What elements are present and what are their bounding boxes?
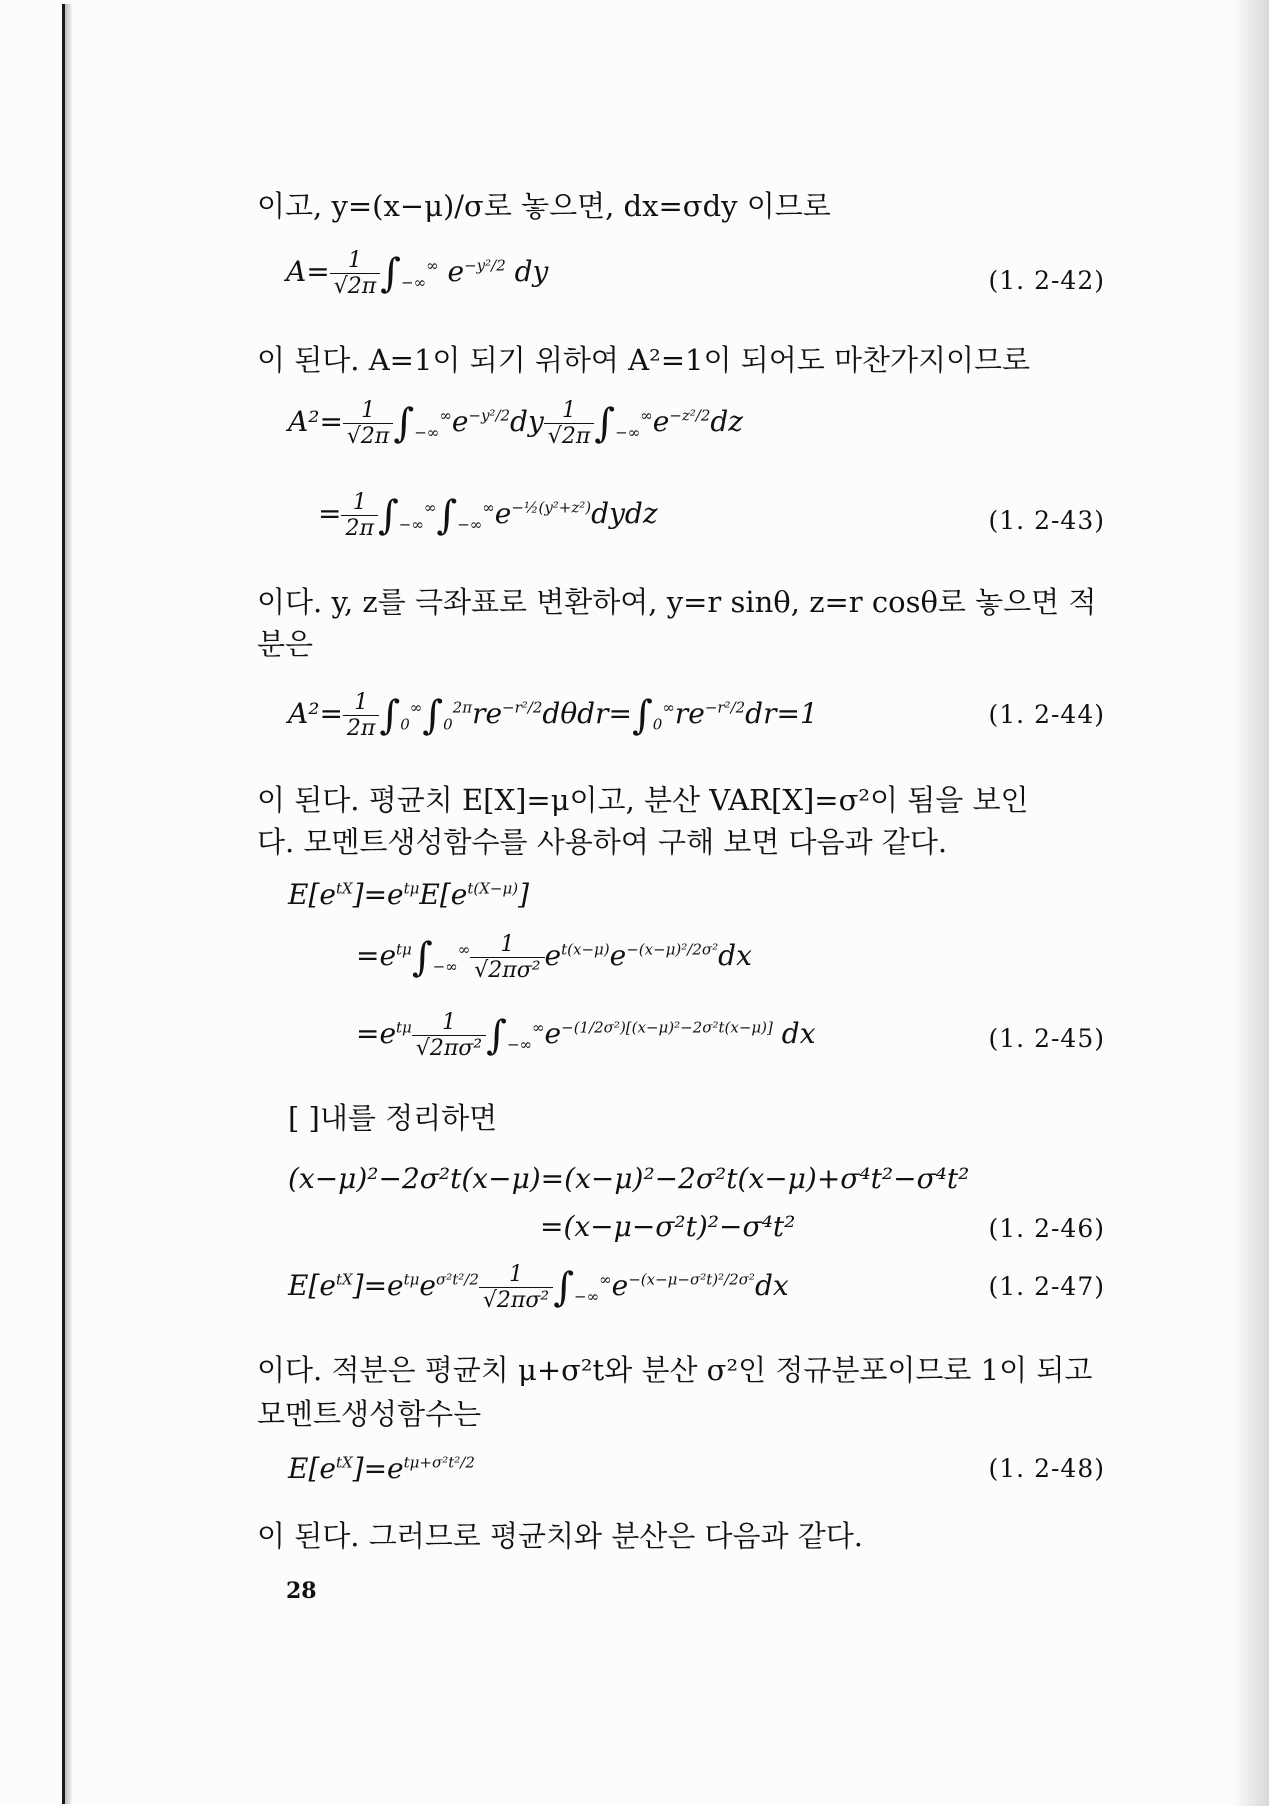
page-right-shade — [1233, 0, 1269, 1806]
paragraph-4b: 다. 모멘트생성함수를 사용하여 구해 보면 다음과 같다. — [257, 825, 948, 859]
equation-42: A= $\frac{1}{√2\pi}$ $\int_{-\infty}^\infty$ $e^{-y^2/2}$ dy — [286, 248, 549, 299]
equation-45c: $=e^{t\mu}$ $\frac{1}{\text{√2πσ²}}$ $\int_{-\infty}^\infty e^{-(1/2\sigma^2)[(x-\mu)^2-2\sigma^2t(x-\mu)]}$ dx — [356, 1010, 816, 1061]
equation-43b-tail: dydz — [591, 497, 658, 530]
paragraph-4: 이 된다. 평균치 E[X]=μ이고, 분산 VAR[X]=σ²이 됨을 보인 — [257, 783, 1029, 817]
equation-48: $E[e^{tX}]=e^{t\mu+\sigma^2t^2/2}$ — [288, 1452, 475, 1485]
equation-46b: =(x−μ−σ²t)²−σ⁴t² — [540, 1210, 796, 1243]
paragraph-6: 이다. 적분은 평균치 μ+σ²t와 분산 σ²인 정규분포이므로 1이 되고 — [257, 1353, 1093, 1387]
paragraph-3: 이다. y, z를 극좌표로 변환하여, y=r sinθ, z=r cosθ로 놓으면 적 — [257, 585, 1097, 619]
equation-number-48: (1. 2-48) — [988, 1454, 1105, 1483]
paragraph-5: [ ]내를 정리하면 — [288, 1101, 498, 1135]
equation-44: A²= $\frac{1}{2\pi}$ $\int_0^\infty\int_0^{2\pi}re^{-r^2/2}d\theta dr=\int_0^\infty re^{-r^2/2}dr=1$ — [288, 690, 818, 741]
page-binding-shadow — [65, 4, 73, 1804]
paragraph-6b: 모멘트생성함수는 — [257, 1397, 482, 1431]
equation-44-tail: dr=1 — [745, 697, 818, 730]
equation-47: $E[e^{tX}]=e^{t\mu}e^{\sigma^2t^2/2}$ $\frac{1}{\text{√2πσ²}}$ $\int_{-\infty}^\infty e^{-(x-\mu-\sigma^2t)^2/2\sigma^2}dx$ — [288, 1262, 789, 1313]
equation-46a: (x−μ)²−2σ²t(x−μ)=(x−μ)²−2σ²t(x−μ)+σ⁴t²−σ⁴t² — [288, 1162, 970, 1195]
equation-number-46: (1. 2-46) — [988, 1214, 1105, 1243]
paragraph-3b: 분은 — [257, 627, 314, 661]
page-number: 28 — [286, 1578, 317, 1604]
paragraph-2: 이 된다. A=1이 되기 위하여 A²=1이 되어도 마찬가지이므로 — [257, 343, 1031, 377]
equation-number-44: (1. 2-44) — [988, 700, 1105, 729]
equation-43b: = $\frac{1}{2\pi}$ $\int_{-\infty}^\infty\int_{-\infty}^\infty e^{-\frac{1}{2}(y^2+z^2)}dydz$ — [318, 490, 658, 541]
equation-45a: $E[e^{tX}]=e^{t\mu}E[e^{t(X-\mu)}]$ — [288, 878, 530, 911]
equation-number-45: (1. 2-45) — [988, 1024, 1105, 1053]
paragraph-7: 이 된다. 그러므로 평균치와 분산은 다음과 같다. — [257, 1519, 864, 1553]
equation-number-43: (1. 2-43) — [988, 506, 1105, 535]
equation-45b: $=e^{t\mu}\int_{-\infty}^\infty$ $\frac{1}{\text{√2πσ²}}$ $e^{t(x-\mu)}e^{-(x-\mu)^2/2\sigma^2}dx$ — [356, 932, 752, 983]
equation-43a: A²= $\frac{1}{√2\pi}$ $\int_{-\infty}^\infty e^{-y^2/2}dy$ $\frac{1}{√2\pi}$ $\int_{-\infty}^\infty e^{-z^2/2}dz$ — [288, 398, 744, 449]
paragraph-1: 이고, y=(x−μ)/σ로 놓으면, dx=σdy 이므로 — [257, 189, 831, 223]
equation-44-mid: dθdr= — [542, 697, 632, 730]
equation-number-42: (1. 2-42) — [988, 266, 1105, 295]
equation-number-47: (1. 2-47) — [988, 1272, 1105, 1301]
